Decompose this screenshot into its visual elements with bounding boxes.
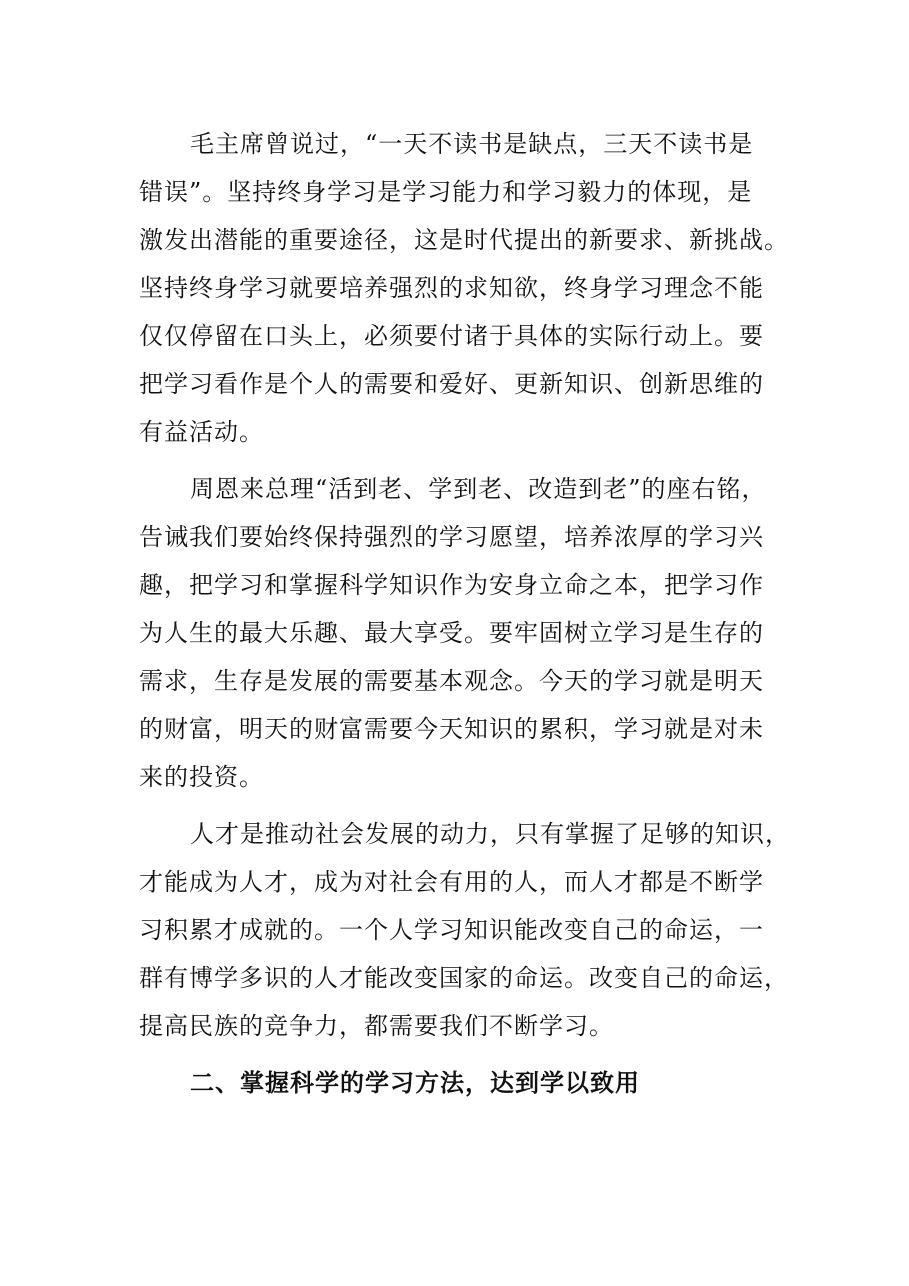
paragraph-line: 才能成为人才，成为对社会有用的人，而人才都是不断学 (139, 868, 764, 896)
paragraph-line: 毛主席曾说过，“一天不读书是缺点，三天不读书是 (190, 130, 754, 158)
section-heading: 二、掌握科学的学习方法，达到学以致用 (190, 1069, 640, 1097)
paragraph-line: 人才是推动社会发展的动力，只有掌握了足够的知识， (190, 820, 790, 848)
paragraph-line: 仅仅停留在口头上，必须要付诸于具体的实际行动上。要 (139, 322, 764, 350)
paragraph-line: 把学习看作是个人的需要和爱好、更新知识、创新思维的 (139, 370, 764, 398)
paragraph-line: 告诫我们要始终保持强烈的学习愿望，培养浓厚的学习兴 (139, 523, 764, 551)
paragraph-line: 错误”。坚持终身学习是学习能力和学习毅力的体现，是 (139, 178, 753, 206)
paragraph-line: 的财富，明天的财富需要今天知识的累积，学习就是对未 (139, 715, 764, 743)
paragraph-line: 周恩来总理“活到老、学到老、改造到老”的座右铭， (190, 475, 767, 503)
paragraph-line: 有益活动。 (139, 418, 264, 446)
paragraph-line: 为人生的最大乐趣、最大享受。要牢固树立学习是生存的 (139, 619, 764, 647)
paragraph-line: 趣，把学习和掌握科学知识作为安身立命之本，把学习作 (139, 571, 764, 599)
paragraph-line: 坚持终身学习就要培养强烈的求知欲，终身学习理念不能 (139, 274, 764, 302)
paragraph-line: 提高民族的竞争力，都需要我们不断学习。 (139, 1012, 614, 1040)
paragraph-line: 习积累才成就的。一个人学习知识能改变自己的命运，一 (139, 916, 764, 944)
paragraph-line: 群有博学多识的人才能改变国家的命运。改变自己的命运， (139, 964, 789, 992)
paragraph-line: 激发出潜能的重要途径，这是时代提出的新要求、新挑战。 (139, 226, 789, 254)
paragraph-line: 需求，生存是发展的需要基本观念。今天的学习就是明天 (139, 667, 764, 695)
paragraph-line: 来的投资。 (139, 763, 264, 791)
